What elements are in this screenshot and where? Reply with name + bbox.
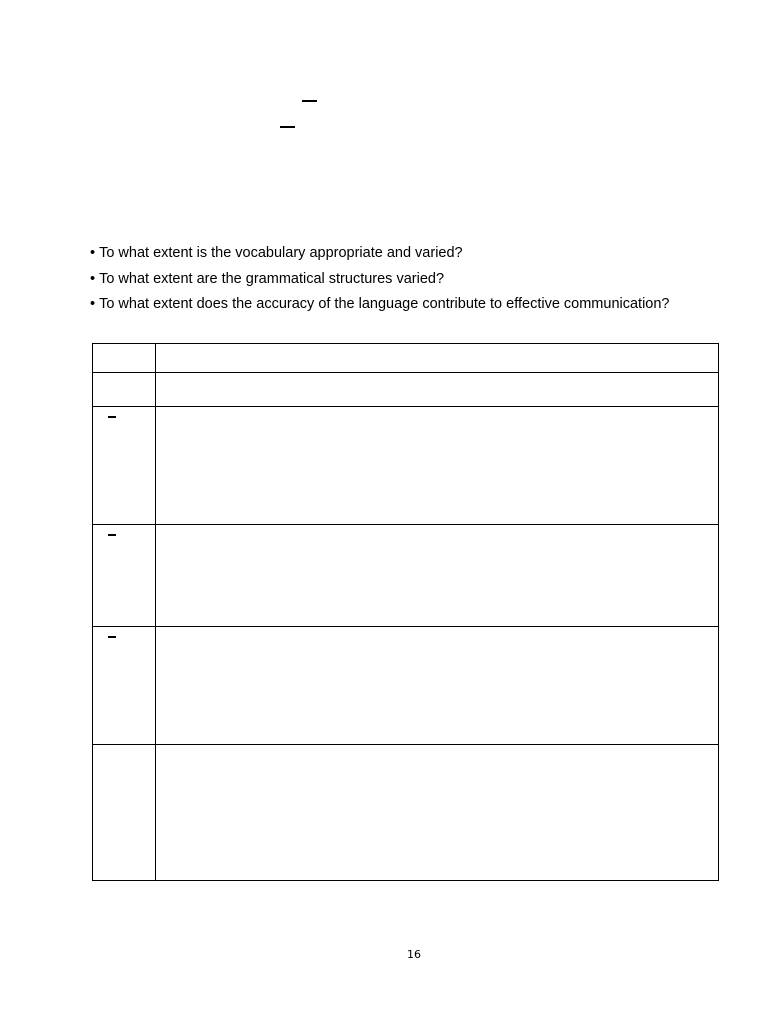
table-cell-score	[93, 627, 156, 745]
bullet-icon: •	[90, 296, 96, 312]
header-dash-lower	[280, 126, 295, 128]
score-range-dash	[108, 636, 116, 638]
question-item	[90, 241, 730, 267]
table-cell-descriptor	[156, 373, 719, 407]
table-cell-descriptor	[156, 745, 719, 881]
table-cell-score	[93, 525, 156, 627]
assessment-table	[92, 343, 719, 881]
bullet-icon: •	[90, 245, 96, 261]
bullet-icon: •	[90, 270, 96, 287]
question-text: To what extent does the accuracy of the language contribute to effective communication?	[99, 296, 670, 312]
table-row	[93, 344, 719, 373]
table-cell-descriptor	[156, 525, 719, 627]
question-list	[90, 241, 730, 318]
score-range-dash	[108, 534, 116, 536]
table-row	[93, 525, 719, 627]
header-dash-upper	[302, 100, 317, 102]
table-cell-descriptor	[156, 407, 719, 525]
table-cell-score	[93, 407, 156, 525]
table-cell-score	[93, 745, 156, 881]
table-cell-score	[93, 373, 156, 407]
page-number: 16	[407, 948, 421, 961]
table-row	[93, 407, 719, 525]
question-text: To what extent are the grammatical structures varied?	[99, 270, 445, 287]
question-text: To what extent is the vocabulary appropriate and varied?	[99, 245, 463, 261]
question-item	[90, 292, 730, 318]
score-range-dash	[108, 416, 116, 418]
table-row	[93, 373, 719, 407]
table-row	[93, 745, 719, 881]
table-cell-descriptor	[156, 627, 719, 745]
table-cell-descriptor	[156, 344, 719, 373]
table-cell-score	[93, 344, 156, 373]
question-item	[90, 267, 730, 293]
table-row	[93, 627, 719, 745]
